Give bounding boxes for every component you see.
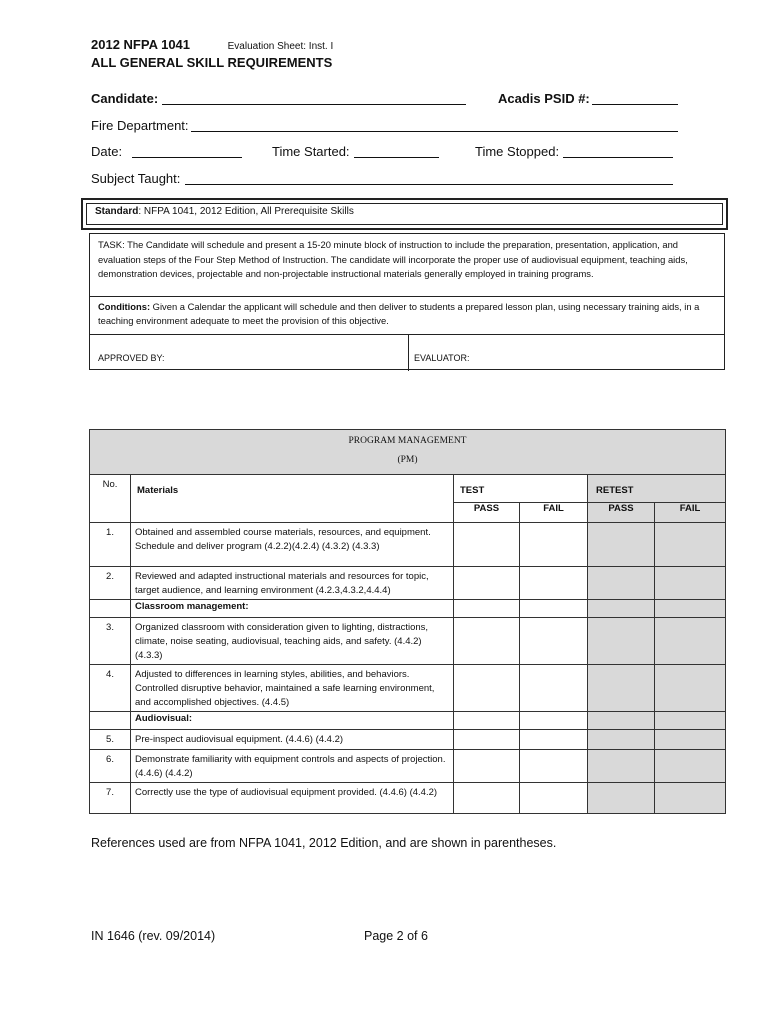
section-row (90, 600, 726, 618)
table-row (90, 567, 726, 600)
psid-field[interactable] (592, 104, 678, 105)
evaluator-label: EVALUATOR: (414, 353, 470, 363)
retest-fail-header: FAIL (655, 503, 726, 523)
test-fail-cell[interactable] (520, 750, 588, 783)
test-pass-header: PASS (454, 503, 520, 523)
task-label: TASK (98, 240, 123, 251)
test-pass-cell[interactable] (454, 618, 520, 665)
item-text: Obtained and assembled course materials, resources, and equipment. Schedule and deliver program (4.2.2)(4.2.4) (4.3.2) (4.3.3) (131, 523, 454, 567)
program-management-table (89, 429, 726, 814)
program-title (90, 430, 726, 475)
classroom-management-heading: Classroom management: (131, 600, 454, 618)
test-pass-cell[interactable] (454, 665, 520, 712)
test-pass-cell[interactable] (454, 523, 520, 567)
item-number: 1. (90, 523, 131, 567)
retest-header: RETEST (588, 475, 726, 503)
task-conditions-box (89, 233, 725, 370)
retest-fail-cell[interactable] (655, 750, 726, 783)
test-fail-header: FAIL (520, 503, 588, 523)
time-started-label: Time Started: (272, 144, 350, 159)
page-number: Page 2 of 6 (364, 929, 428, 943)
section-number-blank (90, 600, 131, 618)
time-stopped-field[interactable] (563, 157, 673, 158)
fire-department-field[interactable] (191, 131, 678, 132)
conditions-text: Given a Calendar the applicant will schedule and then deliver to students a prepared lesson plan, using necessary training aids, in a teaching environment adequate to meet the provision of this objective. (98, 301, 700, 326)
standard-box (81, 198, 728, 230)
candidate-row (91, 91, 158, 106)
conditions-section (90, 296, 724, 326)
approved-by-label: APPROVED BY: (98, 353, 165, 363)
test-fail-cell[interactable] (520, 618, 588, 665)
test-pass-cell[interactable] (454, 783, 520, 814)
task-block (98, 238, 718, 281)
retest-pass-cell[interactable] (588, 618, 655, 665)
retest-fail-cell[interactable] (655, 730, 726, 750)
retest-pass-cell[interactable] (588, 783, 655, 814)
item-text: Adjusted to differences in learning styles, abilities, and behaviors. Controlled disruptive behavior, maintained a safe learning environment, and accomplished objectives. (4.4.5) (131, 665, 454, 712)
conditions-block (98, 300, 718, 328)
signature-row (90, 334, 724, 371)
retest-fail-cell[interactable] (655, 523, 726, 567)
subject-label: Subject Taught: (91, 171, 181, 186)
table-row (90, 665, 726, 712)
time-started-field[interactable] (354, 157, 439, 158)
audiovisual-heading: Audiovisual: (131, 712, 454, 730)
time-stopped-row (475, 144, 559, 159)
retest-pass-cell[interactable] (588, 523, 655, 567)
item-number: 3. (90, 618, 131, 665)
page-title: ALL GENERAL SKILL REQUIREMENTS (91, 55, 333, 70)
test-fail-cell[interactable] (520, 730, 588, 750)
test-fail-cell[interactable] (520, 523, 588, 567)
materials-header: Materials (131, 475, 454, 523)
time-started-row (272, 144, 350, 159)
retest-fail-cell[interactable] (655, 665, 726, 712)
date-row (91, 144, 122, 159)
item-number: 5. (90, 730, 131, 750)
signature-divider (408, 335, 409, 371)
form-code (91, 37, 333, 52)
table-row (90, 523, 726, 567)
test-fail-cell[interactable] (520, 567, 588, 600)
fire-department-row (91, 118, 189, 133)
retest-fail-cell[interactable] (655, 567, 726, 600)
item-text: Correctly use the type of audiovisual equipment provided. (4.4.6) (4.4.2) (131, 783, 454, 814)
test-header: TEST (454, 475, 588, 503)
form-number: IN 1646 (rev. 09/2014) (91, 929, 216, 943)
time-stopped-label: Time Stopped: (475, 144, 560, 159)
item-text: Organized classroom with consideration given to lighting, distractions, climate, noise seating, audiovisual, teaching aids, and safety. (4.4.2) (4.3.3) (131, 618, 454, 665)
sheet-label: Evaluation Sheet: Inst. I (227, 41, 334, 52)
conditions-label: Conditions: (98, 301, 151, 312)
program-title-line1: PROGRAM MANAGEMENT (348, 436, 467, 446)
standard-value: : NFPA 1041, 2012 Edition, All Prerequisite Skills (138, 206, 354, 217)
item-text: Pre-inspect audiovisual equipment. (4.4.6) (4.4.2) (131, 730, 454, 750)
subject-field[interactable] (185, 184, 673, 185)
fire-department-label: Fire Department: (91, 118, 189, 133)
candidate-field[interactable] (162, 104, 466, 105)
section-number-blank (90, 712, 131, 730)
retest-pass-cell[interactable] (588, 567, 655, 600)
item-text: Reviewed and adapted instructional materials and resources for topic, target audience, and learning environment (4.2.3,4.3.2,4.4.4) (131, 567, 454, 600)
retest-pass-cell[interactable] (588, 665, 655, 712)
psid-label: Acadis PSID #: (498, 91, 590, 106)
table-row (90, 730, 726, 750)
date-label: Date: (91, 144, 123, 159)
number-header: No. (90, 475, 131, 523)
item-number: 4. (90, 665, 131, 712)
test-fail-cell[interactable] (520, 783, 588, 814)
item-number: 7. (90, 783, 131, 814)
date-field[interactable] (132, 157, 242, 158)
retest-fail-cell[interactable] (655, 783, 726, 814)
standard-text (95, 206, 354, 217)
program-title-line2: (PM) (397, 455, 418, 465)
retest-pass-cell[interactable] (588, 730, 655, 750)
item-text: Demonstrate familiarity with equipment controls and aspects of projection. (4.4.6) (4.4.2) (131, 750, 454, 783)
test-pass-cell[interactable] (454, 567, 520, 600)
table-row (90, 750, 726, 783)
table-row (90, 783, 726, 814)
task-text: : The Candidate will schedule and present a 15-20 minute block of instruction to include the preparation, presentation, application, and evaluation steps of the Four Step Method of Instruction. The candidate will incorporate the proper use of audiovisual equipment, teaching aids, demonstration devices, projectable and non-projectable instructional materials generally employed in training programs. (98, 239, 688, 279)
form-code-text: 2012 NFPA 1041 (91, 37, 191, 52)
references-note: References used are from NFPA 1041, 2012 Edition, and are shown in parentheses. (91, 836, 557, 850)
item-number: 2. (90, 567, 131, 600)
candidate-label: Candidate: (91, 91, 159, 106)
test-fail-cell[interactable] (520, 665, 588, 712)
item-number: 6. (90, 750, 131, 783)
retest-fail-cell[interactable] (655, 618, 726, 665)
table-row (90, 618, 726, 665)
test-pass-cell[interactable] (454, 750, 520, 783)
psid-row (498, 91, 590, 106)
retest-pass-cell[interactable] (588, 750, 655, 783)
test-pass-cell[interactable] (454, 730, 520, 750)
subject-row (91, 171, 180, 186)
standard-label: Standard (95, 206, 139, 217)
retest-pass-header: PASS (588, 503, 655, 523)
section-row (90, 712, 726, 730)
